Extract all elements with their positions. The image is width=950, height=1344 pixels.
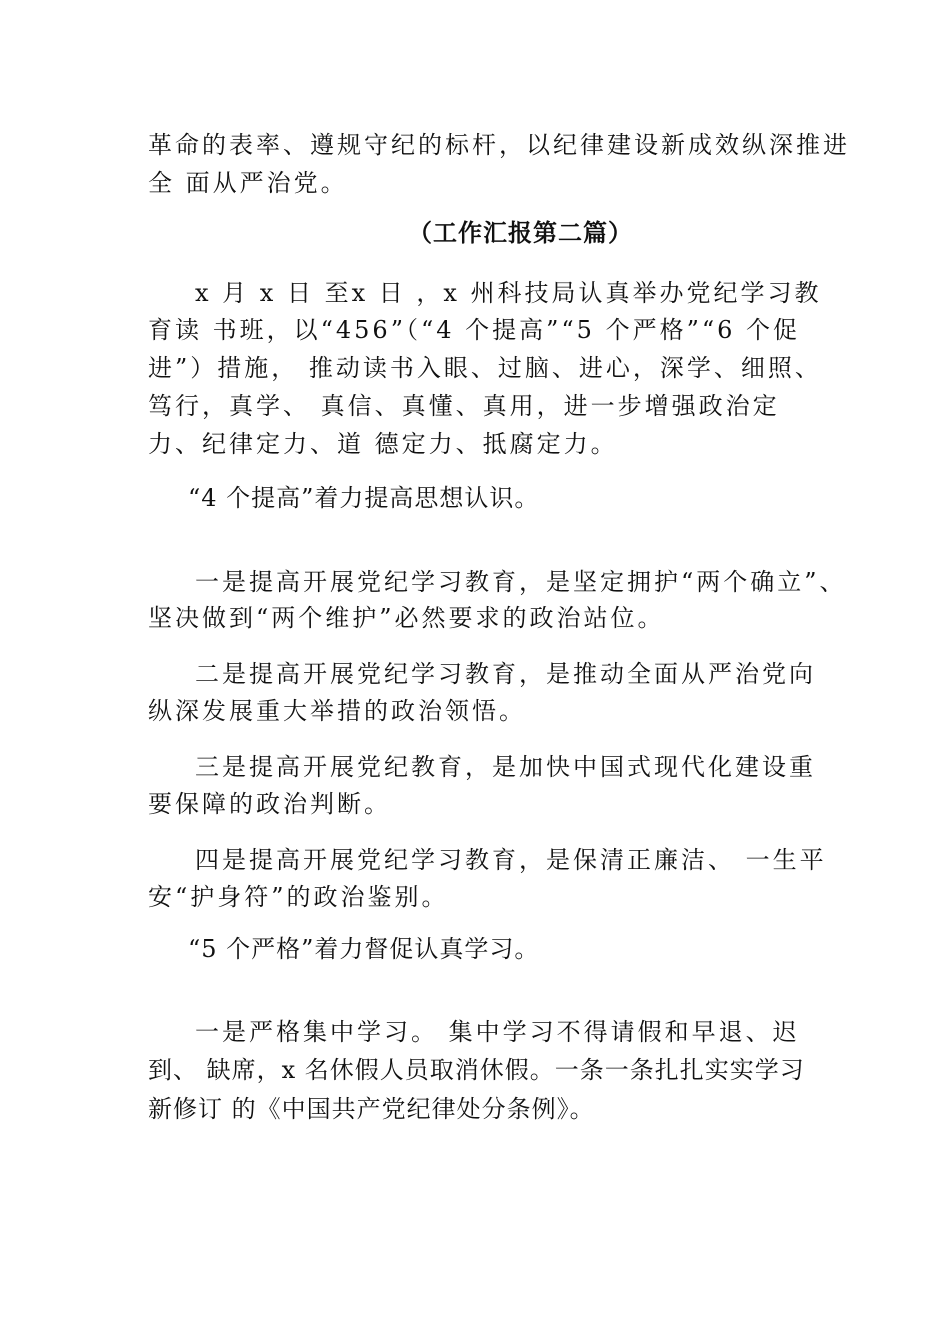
s1-item-4-line-2: 安“护身符”的政治鉴别。 [148, 883, 449, 911]
p1-line-2: 育读 书班，以“456”（“4 个提高”“5 个严格”“6 个促 [148, 316, 801, 344]
s1-item-3-line-1: 三是提高开展党纪教育，是加快中国式现代化建设重 [195, 753, 816, 781]
p1-line-5: 力、纪律定力、道 德定力、抵腐定力。 [148, 430, 618, 458]
s2-item-1-line-2: 到、 缺席，x 名休假人员取消休假。一条一条扎扎实实学习 [148, 1056, 805, 1084]
p1-line-3: 进”）措施， 推动读书入眼、过脑、进心，深学、细照、 [148, 354, 822, 382]
section-2-title: “5 个严格”着力督促认真学习。 [188, 935, 540, 963]
s2-item-1-line-1: 一是严格集中学习。 集中学习不得请假和早退、迟 [195, 1018, 800, 1046]
intro-line-2: 全 面从严治党。 [148, 169, 348, 197]
s1-item-2-line-2: 纵深发展重大举措的政治领悟。 [148, 697, 526, 725]
s1-item-1-line-2: 坚决做到“两个维护”必然要求的政治站位。 [148, 604, 665, 632]
intro-line-1: 革命的表率、遵规守纪的标杆，以纪律建设新成效纵深推进 [148, 131, 850, 159]
section-1-title: “4 个提高”着力提高思想认识。 [188, 484, 540, 512]
p1-line-4: 笃行，真学、 真信、真懂、真用，进一步增强政治定 [148, 392, 780, 420]
p1-line-1: x 月 x 日 至x 日 ，x 州科技局认真举办党纪学习教 [195, 279, 822, 307]
s1-item-3-line-2: 要保障的政治判断。 [148, 790, 391, 818]
s1-item-4-line-1: 四是提高开展党纪学习教育，是保清正廉洁、 一生平 [195, 846, 827, 874]
s2-item-1-line-3: 新修订 的《中国共产党纪律处分条例》。 [148, 1095, 595, 1123]
s1-item-1-line-1: 一是提高开展党纪学习教育，是坚定拥护“两个确立”、 [195, 568, 847, 596]
section-heading: （工作汇报第二篇） [408, 218, 633, 247]
s1-item-2-line-1: 二是提高开展党纪学习教育，是推动全面从严治党向 [195, 660, 816, 688]
